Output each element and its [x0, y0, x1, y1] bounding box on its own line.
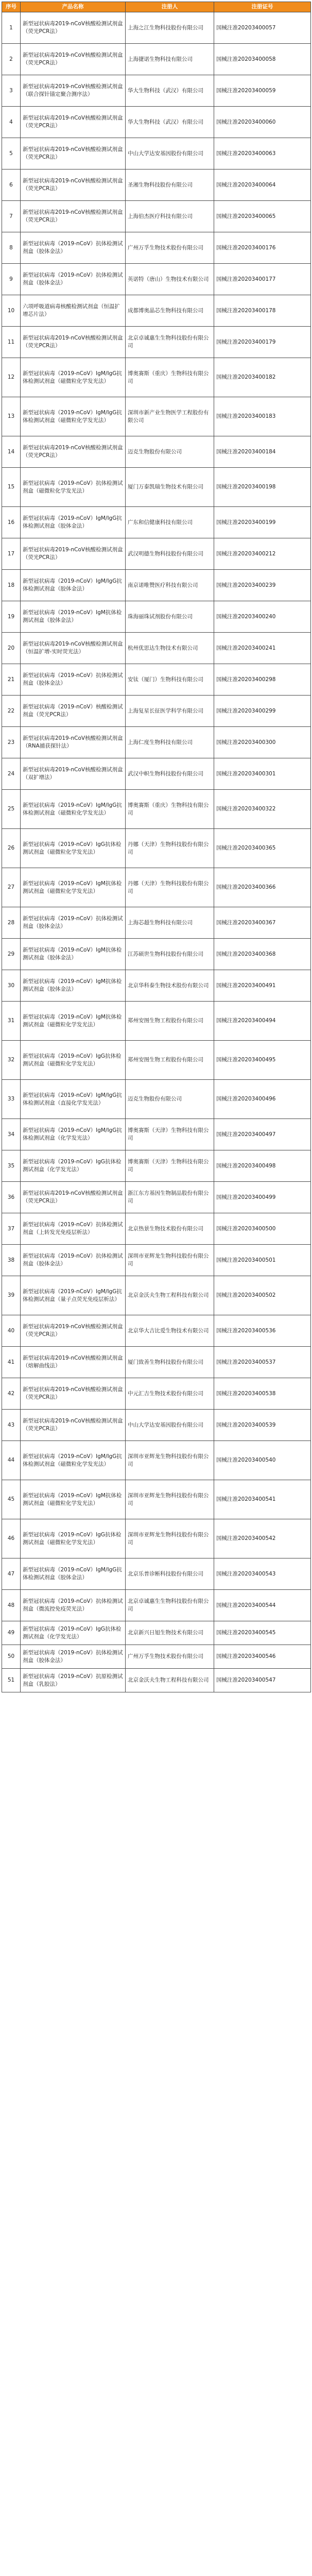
row-index: 31: [2, 1002, 21, 1041]
row-index: 19: [2, 601, 21, 633]
cert-number: 国械注准20203400494: [214, 1002, 311, 1041]
table-row: [2, 1590, 311, 1621]
product-name: 新型冠状病毒（2019-nCoV）抗体检测试剂盒（胶体金法）: [21, 232, 126, 264]
row-index: 46: [2, 1519, 21, 1558]
cert-number: 国械注准20203400542: [214, 1519, 311, 1558]
cert-number: 国械注准20203400182: [214, 358, 311, 397]
table-row: [2, 170, 311, 201]
header-index: 序号: [2, 2, 21, 12]
product-name: 新型冠状病毒（2019-nCoV）IgM/IgG抗体检测试剂盒（量子点荧光免疫层析法）: [21, 1276, 126, 1315]
product-name: 新型冠状病毒（2019-nCoV）抗体检测试剂盒（微流控免疫荧光法）: [21, 1590, 126, 1621]
table-row: [2, 1558, 311, 1590]
registrant-name: 博奥赛斯（天津）生物科技有限公司: [126, 1119, 214, 1150]
cert-number: 国械注准20203400544: [214, 1590, 311, 1621]
row-index: 16: [2, 507, 21, 538]
row-index: 39: [2, 1276, 21, 1315]
cert-number: 国械注准20203400298: [214, 664, 311, 696]
row-index: 36: [2, 1182, 21, 1213]
row-index: 11: [2, 327, 21, 358]
registrant-name: 杭州优思达生物技术有限公司: [126, 633, 214, 664]
row-index: 28: [2, 907, 21, 939]
table-row: [2, 907, 311, 939]
cert-number: 国械注准20203400063: [214, 138, 311, 170]
table-row: [2, 829, 311, 868]
row-index: 9: [2, 264, 21, 295]
cert-number: 国械注准20203400538: [214, 1378, 311, 1410]
row-index: 1: [2, 12, 21, 44]
cert-number: 国械注准20203400502: [214, 1276, 311, 1315]
table-row: [2, 1182, 311, 1213]
cert-number: 国械注准20203400545: [214, 1621, 311, 1645]
table-row: [2, 1213, 311, 1245]
registrant-name: 北京卓诚惠生生物科技股份有限公司: [126, 1590, 214, 1621]
registrant-name: 博奥赛斯（天津）生物科技有限公司: [126, 1150, 214, 1182]
product-name: 新型冠状病毒2019-nCoV核酸检测试剂盒（双扩增法）: [21, 758, 126, 790]
table-row: [2, 1119, 311, 1150]
product-name: 新型冠状病毒2019-nCoV核酸检测试剂盒（荧光PCR法）: [21, 538, 126, 570]
table-row: [2, 327, 311, 358]
cert-number: 国械注准20203400366: [214, 868, 311, 907]
cert-number: 国械注准20203400498: [214, 1150, 311, 1182]
product-name: 新型冠状病毒2019-nCoV核酸检测试剂盒（熔解曲线法）: [21, 1347, 126, 1378]
table-row: [2, 1410, 311, 1441]
row-index: 7: [2, 201, 21, 232]
header-registrant: 注册人: [126, 2, 214, 12]
cert-number: 国械注准20203400368: [214, 939, 311, 970]
product-name: 新型冠状病毒（2019-nCoV）IgM/IgG抗体检测试剂盒（化学发光法）: [21, 1119, 126, 1150]
table-row: [2, 1002, 311, 1041]
table-row: [2, 1245, 311, 1276]
cert-number: 国械注准20203400065: [214, 201, 311, 232]
table-row: [2, 201, 311, 232]
table-row: [2, 1080, 311, 1119]
product-name: 新型冠状病毒（2019-nCoV）IgM抗体检测试剂盒（胶体金法）: [21, 970, 126, 1002]
product-name: 新型冠状病毒（2019-nCoV）IgM/IgG抗体检测试剂盒（磁微粒化学发光法）: [21, 790, 126, 829]
row-index: 18: [2, 570, 21, 601]
row-index: 40: [2, 1315, 21, 1347]
product-name: 新型冠状病毒2019-nCoV核酸检测试剂盒（荧光PCR法）: [21, 1315, 126, 1347]
table-row: [2, 1347, 311, 1378]
cert-number: 国械注准20203400322: [214, 790, 311, 829]
product-name: 新型冠状病毒（2019-nCoV）IgM/IgG抗体检测试剂盒（磁微粒化学发光法）: [21, 1441, 126, 1480]
product-name: 新型冠状病毒2019-nCoV核酸检测试剂盒（荧光PCR法）: [21, 1182, 126, 1213]
cert-number: 国械注准20203400495: [214, 1041, 311, 1080]
table-row: [2, 1669, 311, 1692]
cert-number: 国械注准20203400057: [214, 12, 311, 44]
row-index: 27: [2, 868, 21, 907]
table-header-row: [2, 2, 311, 12]
cert-number: 国械注准20203400491: [214, 970, 311, 1002]
table-row: [2, 1519, 311, 1558]
row-index: 48: [2, 1590, 21, 1621]
row-index: 13: [2, 397, 21, 436]
cert-number: 国械注准20203400198: [214, 468, 311, 507]
registrant-name: 郑州安图生物工程股份有限公司: [126, 1041, 214, 1080]
product-name: 新型冠状病毒（2019-nCoV）IgM/IgG抗体检测试剂盒（胶体金法）: [21, 570, 126, 601]
cert-number: 国械注准20203400179: [214, 327, 311, 358]
cert-number: 国械注准20203400241: [214, 633, 311, 664]
product-name: 新型冠状病毒（2019-nCoV）抗原检测试剂盒（乳胶法）: [21, 1669, 126, 1692]
cert-number: 国械注准20203400500: [214, 1213, 311, 1245]
cert-number: 国械注准20203400501: [214, 1245, 311, 1276]
registrant-name: 深圳市亚辉龙生物科技股份有限公司: [126, 1441, 214, 1480]
table-row: [2, 138, 311, 170]
product-name: 新型冠状病毒2019-nCoV核酸检测试剂盒（恒温扩增-实时荧光法）: [21, 633, 126, 664]
row-index: 25: [2, 790, 21, 829]
registrant-name: 武汉中帜生物科技股份有限公司: [126, 758, 214, 790]
product-name: 新型冠状病毒2019-nCoV核酸检测试剂盒（荧光PCR法）: [21, 170, 126, 201]
product-name: 新型冠状病毒（2019-nCoV）IgM抗体检测试剂盒（磁微粒化学发光法）: [21, 1002, 126, 1041]
product-name: 新型冠状病毒（2019-nCoV）抗体检测试剂盒（胶体金法）: [21, 664, 126, 696]
cert-number: 国械注准20203400184: [214, 436, 311, 468]
table-row: [2, 264, 311, 295]
product-name: 新型冠状病毒（2019-nCoV）抗体检测试剂盒（上转发光免疫层析法）: [21, 1213, 126, 1245]
registrant-name: 北京金沃夫生物工程科技有限公司: [126, 1276, 214, 1315]
row-index: 42: [2, 1378, 21, 1410]
cert-number: 国械注准20203400499: [214, 1182, 311, 1213]
row-index: 26: [2, 829, 21, 868]
product-name: 新型冠状病毒2019-nCoV核酸检测试剂盒（荧光PCR法）: [21, 1410, 126, 1441]
table-row: [2, 436, 311, 468]
row-index: 34: [2, 1119, 21, 1150]
row-index: 23: [2, 727, 21, 758]
cert-number: 国械注准20203400060: [214, 107, 311, 138]
cert-number: 国械注准20203400178: [214, 295, 311, 327]
product-name: 新型冠状病毒2019-nCoV核酸检测试剂盒（荧光PCR法）: [21, 12, 126, 44]
registrant-name: 华大生物科技（武汉）有限公司: [126, 75, 214, 107]
row-index: 3: [2, 75, 21, 107]
registrant-name: 上海之江生物科技股份有限公司: [126, 12, 214, 44]
registrant-name: 郑州安图生物工程股份有限公司: [126, 1002, 214, 1041]
table-row: [2, 507, 311, 538]
product-name: 新型冠状病毒2019-nCoV核酸检测试剂盒（荧光PCR法）: [21, 107, 126, 138]
product-name: 新型冠状病毒（2019-nCoV）IgG抗体检测试剂盒（磁微粒化学发光法）: [21, 1519, 126, 1558]
row-index: 6: [2, 170, 21, 201]
row-index: 12: [2, 358, 21, 397]
table-row: [2, 868, 311, 907]
table-row: [2, 1645, 311, 1669]
registrant-name: 博奥赛斯（重庆）生物科技有限公司: [126, 790, 214, 829]
product-name: 新型冠状病毒（2019-nCoV）IgM/IgG抗体检测试剂盒（胶体金法）: [21, 507, 126, 538]
row-index: 21: [2, 664, 21, 696]
table-row: [2, 939, 311, 970]
row-index: 35: [2, 1150, 21, 1182]
table-row: [2, 75, 311, 107]
row-index: 38: [2, 1245, 21, 1276]
table-row: [2, 790, 311, 829]
cert-number: 国械注准20203400212: [214, 538, 311, 570]
row-index: 29: [2, 939, 21, 970]
row-index: 49: [2, 1621, 21, 1645]
product-name: 新型冠状病毒2019-nCoV核酸检测试剂盒（荧光PCR法）: [21, 201, 126, 232]
cert-number: 国械注准20203400176: [214, 232, 311, 264]
header-cert-number: 注册证号: [214, 2, 311, 12]
registrant-name: 上海芯超生物科技有限公司: [126, 907, 214, 939]
row-index: 32: [2, 1041, 21, 1080]
row-index: 2: [2, 44, 21, 75]
table-row: [2, 970, 311, 1002]
row-index: 24: [2, 758, 21, 790]
registrant-name: 中山大学达安基因股份有限公司: [126, 138, 214, 170]
table-row: [2, 397, 311, 436]
product-name: 新型冠状病毒（2019-nCoV）核酸检测试剂盒（荧光PCR法）: [21, 696, 126, 727]
registrant-name: 圣湘生物科技股份有限公司: [126, 170, 214, 201]
cert-number: 国械注准20203400497: [214, 1119, 311, 1150]
registrant-name: 深圳市亚辉龙生物科技股份有限公司: [126, 1480, 214, 1519]
table-row: [2, 1150, 311, 1182]
cert-number: 国械注准20203400543: [214, 1558, 311, 1590]
product-name: 新型冠状病毒（2019-nCoV）抗体检测试剂盒（胶体金法）: [21, 1245, 126, 1276]
table-row: [2, 696, 311, 727]
row-index: 14: [2, 436, 21, 468]
table-row: [2, 1621, 311, 1645]
registrant-name: 北京卓诚惠生生物科技股份有限公司: [126, 327, 214, 358]
product-name: 新型冠状病毒2019-nCoV核酸检测试剂盒（荧光PCR法）: [21, 327, 126, 358]
row-index: 41: [2, 1347, 21, 1378]
product-name: 新型冠状病毒2019-nCoV核酸检测试剂盒（RNA捕获探针法）: [21, 727, 126, 758]
table-row: [2, 1276, 311, 1315]
product-name: 新型冠状病毒2019-nCoV核酸检测试剂盒（荧光PCR法）: [21, 138, 126, 170]
row-index: 45: [2, 1480, 21, 1519]
registrant-name: 博奥赛斯（重庆）生物科技有限公司: [126, 358, 214, 397]
row-index: 5: [2, 138, 21, 170]
product-name: 新型冠状病毒2019-nCoV核酸检测试剂盒（联合探针锚定聚合测序法）: [21, 75, 126, 107]
registrant-name: 北京新兴日旭生物技术有限公司: [126, 1621, 214, 1645]
row-index: 17: [2, 538, 21, 570]
registrant-name: 浙江东方基因生物制品股份有限公司: [126, 1182, 214, 1213]
product-name: 六项呼吸道病毒核酸检测试剂盒（恒温扩增芯片法）: [21, 295, 126, 327]
product-name: 新型冠状病毒（2019-nCoV）IgG抗体检测试剂盒（磁微粒化学发光法）: [21, 1041, 126, 1080]
registrant-name: 华大生物科技（武汉）有限公司: [126, 107, 214, 138]
registrant-name: 广州万孚生物技术股份有限公司: [126, 232, 214, 264]
product-name: 新型冠状病毒（2019-nCoV）IgM/IgG抗体检测试剂盒（直接化学发光法）: [21, 1080, 126, 1119]
registrant-name: 北京金沃夫生物工程科技有限公司: [126, 1669, 214, 1692]
cert-number: 国械注准20203400547: [214, 1669, 311, 1692]
cert-number: 国械注准20203400536: [214, 1315, 311, 1347]
cert-number: 国械注准20203400177: [214, 264, 311, 295]
cert-number: 国械注准20203400546: [214, 1645, 311, 1669]
product-name: 新型冠状病毒（2019-nCoV）抗体检测试剂盒（胶体金法）: [21, 1645, 126, 1669]
row-index: 22: [2, 696, 21, 727]
cert-number: 国械注准20203400541: [214, 1480, 311, 1519]
registrant-name: 武汉明德生物科技股份有限公司: [126, 538, 214, 570]
registrant-name: 上海仁度生物科技有限公司: [126, 727, 214, 758]
product-name: 新型冠状病毒（2019-nCoV）IgG抗体检测试剂盒（化学发光法）: [21, 1150, 126, 1182]
table-row: [2, 1315, 311, 1347]
registrant-name: 英诺特（唐山）生物技术有限公司: [126, 264, 214, 295]
registration-table: [2, 2, 311, 1692]
cert-number: 国械注准20203400367: [214, 907, 311, 939]
product-name: 新型冠状病毒（2019-nCoV）IgM抗体检测试剂盒（磁微粒化学发光法）: [21, 1480, 126, 1519]
table-row: [2, 1041, 311, 1080]
registrant-name: 安钛（厦门）生物科技有限公司: [126, 664, 214, 696]
row-index: 44: [2, 1441, 21, 1480]
registrant-name: 广东和信健康科技有限公司: [126, 507, 214, 538]
row-index: 15: [2, 468, 21, 507]
registrant-name: 成都博奥晶芯生物科技有限公司: [126, 295, 214, 327]
row-index: 30: [2, 970, 21, 1002]
cert-number: 国械注准20203400199: [214, 507, 311, 538]
registrant-name: 北京华大吉比爱生物技术有限公司: [126, 1315, 214, 1347]
product-name: 新型冠状病毒（2019-nCoV）IgG抗体检测试剂盒（化学发光法）: [21, 1621, 126, 1645]
cert-number: 国械注准20203400059: [214, 75, 311, 107]
product-name: 新型冠状病毒2019-nCoV核酸检测试剂盒（荧光PCR法）: [21, 44, 126, 75]
cert-number: 国械注准20203400301: [214, 758, 311, 790]
cert-number: 国械注准20203400240: [214, 601, 311, 633]
product-name: 新型冠状病毒（2019-nCoV）IgM抗体检测试剂盒（磁微粒化学发光法）: [21, 868, 126, 907]
table-row: [2, 44, 311, 75]
row-index: 50: [2, 1645, 21, 1669]
header-product-name: 产品名称: [21, 2, 126, 12]
cert-number: 国械注准20203400300: [214, 727, 311, 758]
table-row: [2, 232, 311, 264]
product-name: 新型冠状病毒（2019-nCoV）抗体检测试剂盒（磁微粒化学发光法）: [21, 468, 126, 507]
cert-number: 国械注准20203400365: [214, 829, 311, 868]
table-row: [2, 727, 311, 758]
registrant-name: 中山大学达安基因股份有限公司: [126, 1410, 214, 1441]
registrant-name: 南京诺唯赞医疗科技有限公司: [126, 570, 214, 601]
table-row: [2, 295, 311, 327]
table-row: [2, 570, 311, 601]
cert-number: 国械注准20203400058: [214, 44, 311, 75]
cert-number: 国械注准20203400183: [214, 397, 311, 436]
registrant-name: 江苏硕世生物科技股份有限公司: [126, 939, 214, 970]
registrant-name: 深圳市亚辉龙生物科技股份有限公司: [126, 1519, 214, 1558]
registrant-name: 迈克生物股份有限公司: [126, 436, 214, 468]
registrant-name: 北京乐普诊断科技股份有限公司: [126, 1558, 214, 1590]
registrant-name: 丹娜（天津）生物科技股份有限公司: [126, 829, 214, 868]
row-index: 4: [2, 107, 21, 138]
registrant-name: 上海复星长征医学科学有限公司: [126, 696, 214, 727]
table-row: [2, 12, 311, 44]
table-row: [2, 358, 311, 397]
table-row: [2, 107, 311, 138]
product-name: 新型冠状病毒（2019-nCoV）IgM/IgG抗体检测试剂盒（磁微粒化学发光法）: [21, 397, 126, 436]
product-name: 新型冠状病毒2019-nCoV核酸检测试剂盒（荧光PCR法）: [21, 436, 126, 468]
product-name: 新型冠状病毒（2019-nCoV）IgM/IgG抗体检测试剂盒（胶体金法）: [21, 1558, 126, 1590]
table-row: [2, 1378, 311, 1410]
cert-number: 国械注准20203400299: [214, 696, 311, 727]
product-name: 新型冠状病毒（2019-nCoV）IgM抗体检测试剂盒（胶体金法）: [21, 939, 126, 970]
row-index: 51: [2, 1669, 21, 1692]
registrant-name: 丹娜（天津）生物科技股份有限公司: [126, 868, 214, 907]
product-name: 新型冠状病毒（2019-nCoV）IgM/IgG抗体检测试剂盒（磁微粒化学发光法）: [21, 358, 126, 397]
cert-number: 国械注准20203400064: [214, 170, 311, 201]
cert-number: 国械注准20203400496: [214, 1080, 311, 1119]
product-name: 新型冠状病毒（2019-nCoV）IgM抗体检测试剂盒（胶体金法）: [21, 601, 126, 633]
registrant-name: 上海伯杰医疗科技有限公司: [126, 201, 214, 232]
row-index: 43: [2, 1410, 21, 1441]
cert-number: 国械注准20203400540: [214, 1441, 311, 1480]
registrant-name: 迈克生物股份有限公司: [126, 1080, 214, 1119]
registrant-name: 厦门万泰凯瑞生物技术有限公司: [126, 468, 214, 507]
cert-number: 国械注准20203400539: [214, 1410, 311, 1441]
registrant-name: 北京热景生物技术股份有限公司: [126, 1213, 214, 1245]
table-row: [2, 664, 311, 696]
row-index: 37: [2, 1213, 21, 1245]
row-index: 33: [2, 1080, 21, 1119]
registrant-name: 上海捷诺生物科技有限公司: [126, 44, 214, 75]
cert-number: 国械注准20203400537: [214, 1347, 311, 1378]
table-row: [2, 538, 311, 570]
product-name: 新型冠状病毒2019-nCoV核酸检测试剂盒（荧光PCR法）: [21, 1378, 126, 1410]
registrant-name: 广州万孚生物技术股份有限公司: [126, 1645, 214, 1669]
table-row: [2, 633, 311, 664]
row-index: 8: [2, 232, 21, 264]
product-name: 新型冠状病毒（2019-nCoV）IgG抗体检测试剂盒（磁微粒化学发光法）: [21, 829, 126, 868]
row-index: 10: [2, 295, 21, 327]
row-index: 20: [2, 633, 21, 664]
registrant-name: 深圳市新产业生物医学工程股份有限公司: [126, 397, 214, 436]
table-row: [2, 1480, 311, 1519]
table-row: [2, 758, 311, 790]
table-row: [2, 468, 311, 507]
row-index: 47: [2, 1558, 21, 1590]
product-name: 新型冠状病毒（2019-nCoV）抗体检测试剂盒（胶体金法）: [21, 907, 126, 939]
table-row: [2, 1441, 311, 1480]
cert-number: 国械注准20203400239: [214, 570, 311, 601]
registrant-name: 厦门致善生物科技股份有限公司: [126, 1347, 214, 1378]
registrant-name: 北京华科泰生物技术股份有限公司: [126, 970, 214, 1002]
registrant-name: 中元汇吉生物技术股份有限公司: [126, 1378, 214, 1410]
product-name: 新型冠状病毒（2019-nCoV）抗体检测试剂盒（胶体金法）: [21, 264, 126, 295]
registrant-name: 深圳市亚辉龙生物科技股份有限公司: [126, 1245, 214, 1276]
table-row: [2, 601, 311, 633]
registrant-name: 珠海丽珠试剂股份有限公司: [126, 601, 214, 633]
